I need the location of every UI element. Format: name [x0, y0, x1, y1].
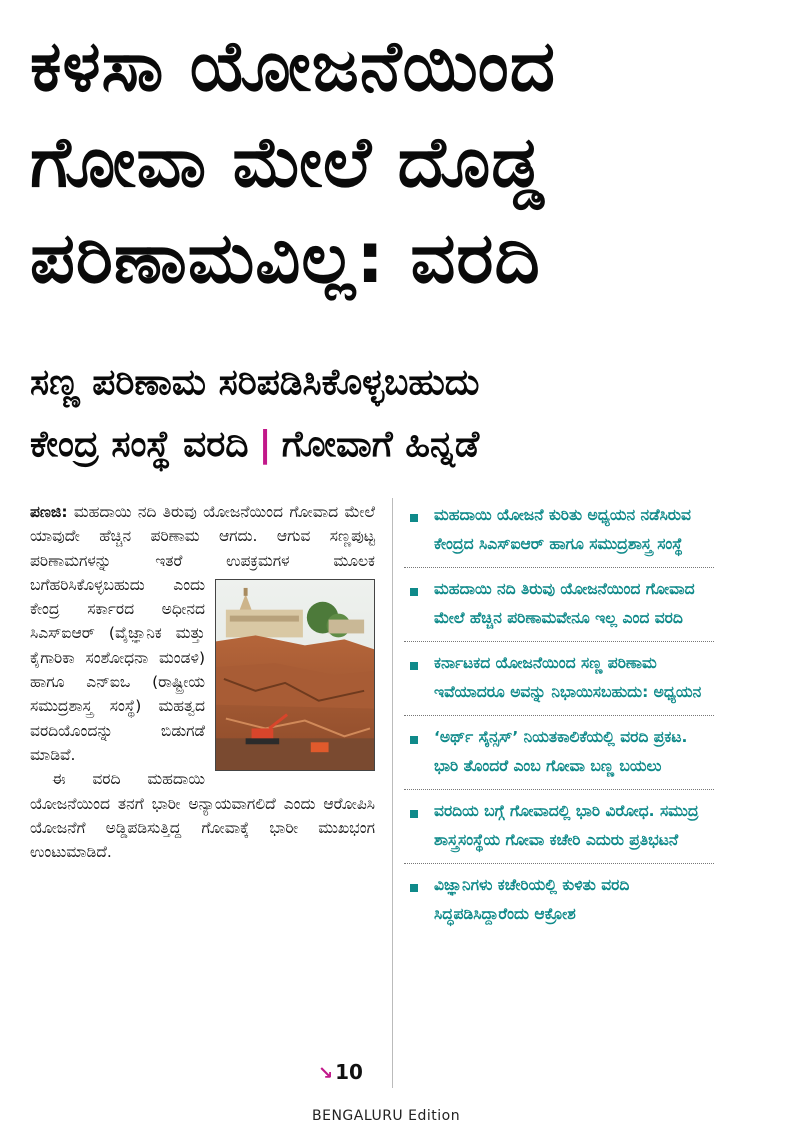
subheadline [30, 352, 790, 476]
bullet-square-icon [410, 810, 418, 818]
column-divider [392, 498, 393, 1088]
highlight-item [404, 790, 714, 864]
highlight-item [404, 716, 714, 790]
highlight-item [404, 494, 714, 568]
article-paragraph-2: ಈ ವರದಿ ಮಹದಾಯಿ ಯೋಜನೆಯಿಂದ ತನಗೆ ಭಾರೀ ಅನ್ಯಾಯವಾಗಲಿದೆ ಎಂದು ಆರೋಪಿಸಿ ಯೋಜನೆಗೆ ಅಡ್ಡಿಪಡಿಸುತ್ತಿದ್ದ ಗೋವಾಕ್ಕೆ ಭಾರೀ ಮುಖಭಂಗ ಉಂಟುಮಾಡಿದೆ. [30, 770, 375, 862]
highlight-item [404, 864, 714, 937]
highlight-item [404, 568, 714, 642]
highlight-item [404, 642, 714, 716]
article-body [30, 500, 375, 864]
highlight-text: ಮಹದಾಯಿ ಯೋಜನೆ ಕುರಿತು ಅಧ್ಯಯನ ನಡೆಸಿರುವ ಕೇಂದ್ರದ ಸಿಎಸ್ಐಆರ್ ಹಾಗೂ ಸಮುದ್ರಶಾಸ್ತ್ರ ಸಂಸ್ಥೆ [434, 506, 691, 553]
article-para-1-rest: ಕೇಂದ್ರ ಸರ್ಕಾರದ ಅಧೀನದ ಸಿಎಸ್ಐಆರ್ (ವೈಜ್ಞಾನಿಕ ಮತ್ತು ಕೈಗಾರಿಕಾ ಸಂಶೋಧನಾ ಮಂಡಳಿ) ಹಾಗೂ ಎನ್ಐಒ (ರಾಷ್ಟ್ರೀಯ ಸಮುದ್ರಶಾಸ್ತ್ರ ಸಂಸ್ಥೆ) ಮಹತ್ವದ ವರದಿಯೊಂದನ್ನು ಬಿಡುಗಡೆ ಮಾಡಿವೆ. [30, 600, 205, 764]
bullet-square-icon [410, 736, 418, 744]
jump-page-number: 10 [335, 1060, 363, 1084]
subhead-line-1: ಸಣ್ಣ ಪರಿಣಾಮ ಸರಿಪಡಿಸಿಕೊಳ್ಳಬಹುದು [30, 362, 480, 403]
highlights-list [404, 494, 714, 937]
article-paragraph-1 [30, 500, 375, 767]
subhead-line-2-right: ಗೋವಾಗೆ ಹಿನ್ನಡೆ [281, 424, 480, 465]
bullet-square-icon [410, 514, 418, 522]
highlight-text: ‘ಅರ್ಥ್ ಸೈನ್ಸಸ್’ ನಿಯತಕಾಲಿಕೆಯಲ್ಲಿ ವರದಿ ಪ್ರಕಟ. ಭಾರಿ ತೊಂದರೆ ಎಂಬ ಗೋವಾ ಬಣ್ಣ ಬಯಲು [434, 728, 688, 775]
subhead-line-2-left: ಕೇಂದ್ರ ಸಂಸ್ಥೆ ವರದಿ [30, 424, 249, 465]
highlight-text: ವಿಜ್ಞಾನಿಗಳು ಕಚೇರಿಯಲ್ಲಿ ಕುಳಿತು ವರದಿ ಸಿದ್ಧಪಡಿಸಿದ್ದಾರೆಂದು ಆಕ್ರೋಶ [434, 876, 630, 923]
subhead-separator: | [258, 424, 272, 465]
bullet-square-icon [410, 884, 418, 892]
highlight-text: ಮಹದಾಯಿ ನದಿ ತಿರುವು ಯೋಜನೆಯಿಂದ ಗೋವಾದ ಮೇಲೆ ಹೆಚ್ಚಿನ ಪರಿಣಾಮವೇನೂ ಇಲ್ಲ ಎಂದ ವರದಿ [434, 580, 695, 627]
news-photo [215, 579, 375, 771]
headline [30, 18, 790, 306]
construction-site-photo-icon [216, 580, 374, 770]
headline-line-2: ಗೋವಾ ಮೇಲೆ ದೊಡ್ಡ [30, 121, 545, 203]
article-para-1-lead: ಮಹದಾಯಿ ನದಿ ತಿರುವು ಯೋಜನೆಯಿಂದ ಗೋವಾದ ಮೇಲೆ ಯಾವುದೇ ಹೆಚ್ಚಿನ ಪರಿಣಾಮ ಆಗದು. ಆಗುವ ಸಣ್ಣಪುಟ್ಟ ಪರಿಣಾಮಗಳನ್ನು ಇತರೆ ಉಪಕ್ರಮಗಳ ಮೂಲಕ ಬಗೆಹರಿಸಿಕೊಳ್ಳಬಹುದು ಎಂದು [30, 503, 375, 594]
jump-arrow-icon: ↘ [318, 1063, 334, 1084]
continued-on-page[interactable] [318, 1060, 363, 1084]
highlight-text: ವರದಿಯ ಬಗ್ಗೆ ಗೋವಾದಲ್ಲಿ ಭಾರಿ ವಿರೋಧ. ಸಮುದ್ರ ಶಾಸ್ತ್ರಸಂಸ್ಥೆಯ ಗೋವಾ ಕಚೇರಿ ಎದುರು ಪ್ರತಿಭಟನೆ [434, 802, 699, 849]
headline-line-1: ಕಳಸಾ ಯೋಜನೆಯಿಂದ [30, 25, 556, 107]
subhead-line-2 [30, 414, 790, 476]
bullet-square-icon [410, 588, 418, 596]
dateline: ಪಣಜಿ: [30, 503, 68, 521]
highlight-text: ಕರ್ನಾಟಕದ ಯೋಜನೆಯಿಂದ ಸಣ್ಣ ಪರಿಣಾಮ ಇವೆಯಾದರೂ ಅವನ್ನು ನಿಭಾಯಿಸಬಹುದು: ಅಧ್ಯಯನ [434, 654, 702, 701]
headline-line-3: ಪರಿಣಾಮವಿಲ್ಲ: ವರದಿ [30, 217, 541, 299]
edition-footer: BENGALURU Edition [312, 1108, 461, 1124]
bullet-square-icon [410, 662, 418, 670]
